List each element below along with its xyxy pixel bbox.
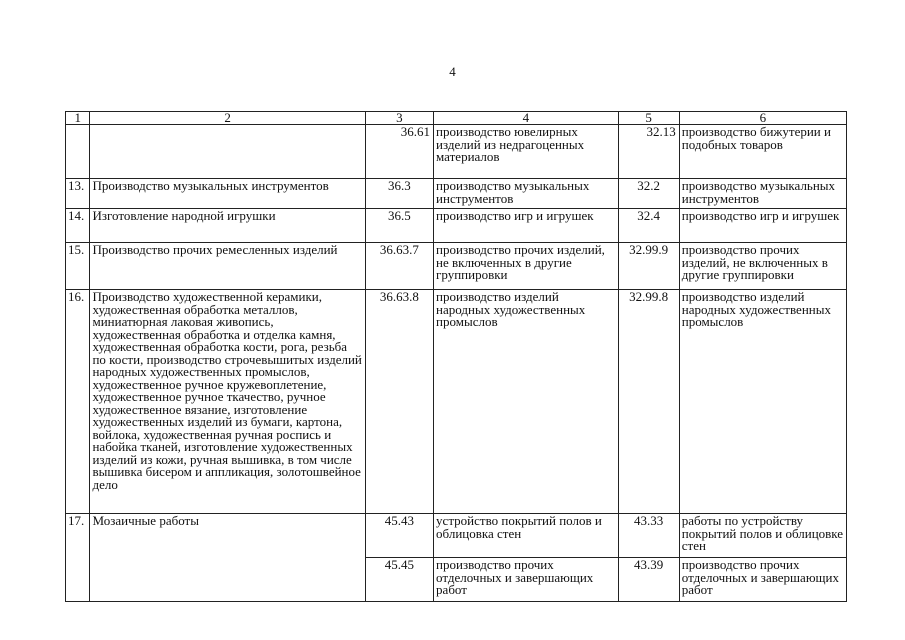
new-description: производство прочих изделий, не включенных в другие группировки — [679, 243, 846, 290]
new-code: 43.33 — [618, 514, 679, 558]
old-code: 36.63.7 — [365, 243, 433, 290]
table-header-row — [66, 112, 847, 125]
table-row — [66, 125, 847, 179]
activity-name: Производство прочих ремесленных изделий — [90, 243, 365, 290]
old-code: 36.61 — [365, 125, 433, 179]
activity-name: Изготовление народной игрушки — [90, 209, 365, 243]
new-description: производство игр и игрушек — [679, 209, 846, 243]
old-description: производство прочих отделочных и завершающих работ — [434, 558, 619, 602]
row-number — [66, 125, 90, 179]
activity-name: Мозаичные работы — [90, 514, 365, 602]
table-row — [66, 209, 847, 243]
column-header: 1 — [66, 112, 90, 125]
column-header: 5 — [618, 112, 679, 125]
new-code: 32.4 — [618, 209, 679, 243]
column-header: 6 — [679, 112, 846, 125]
column-header: 3 — [365, 112, 433, 125]
old-description: производство изделий народных художественных промыслов — [434, 290, 619, 514]
activity-name: Производство музыкальных инструментов — [90, 179, 365, 209]
new-code: 32.13 — [618, 125, 679, 179]
old-description: производство ювелирных изделий из недрагоценных материалов — [434, 125, 619, 179]
new-description: работы по устройству покрытий полов и облицовке стен — [679, 514, 846, 558]
row-number: 17. — [66, 514, 90, 602]
table-row — [66, 179, 847, 209]
new-code: 32.99.8 — [618, 290, 679, 514]
old-code: 45.45 — [365, 558, 433, 602]
row-number: 16. — [66, 290, 90, 514]
new-description: производство музыкальных инструментов — [679, 179, 846, 209]
new-description: производство изделий народных художественных промыслов — [679, 290, 846, 514]
row-number: 14. — [66, 209, 90, 243]
table-row — [66, 514, 847, 558]
old-code: 36.5 — [365, 209, 433, 243]
new-code: 32.2 — [618, 179, 679, 209]
new-description: производство бижутерии и подобных товаров — [679, 125, 846, 179]
old-description: производство игр и игрушек — [434, 209, 619, 243]
new-code: 43.39 — [618, 558, 679, 602]
activity-name: Производство художественной керамики, художественная обработка металлов, миниатюрная лаковая живопись, художественная обработка и отделка камня, художественная обработка кости, рога, резьба по кости, производство строчевышитых изделий народных художественных промыслов, художественное ручное кружевоплетение, художественное ручное ткачество, ручное художественное вязание, изготовление художественных изделий из бумаги, картона, войлока, художественная ручная роспись и набойка тканей, изготовление художественных изделий из кожи, ручная вышивка, в том числе вышивка бисером и аппликация, золотошвейное дело — [90, 290, 365, 514]
new-code: 32.99.9 — [618, 243, 679, 290]
table-row — [66, 290, 847, 514]
page-number: 4 — [449, 64, 456, 79]
old-description: производство музыкальных инструментов — [434, 179, 619, 209]
column-header: 4 — [434, 112, 619, 125]
old-code: 45.43 — [365, 514, 433, 558]
new-description: производство прочих отделочных и завершающих работ — [679, 558, 846, 602]
table-row — [66, 243, 847, 290]
old-code: 36.63.8 — [365, 290, 433, 514]
old-description: устройство покрытий полов и облицовка стен — [434, 514, 619, 558]
activity-name — [90, 125, 365, 179]
activity-codes-table — [65, 111, 847, 602]
row-number: 13. — [66, 179, 90, 209]
old-code: 36.3 — [365, 179, 433, 209]
row-number: 15. — [66, 243, 90, 290]
column-header: 2 — [90, 112, 365, 125]
old-description: производство прочих изделий, не включенных в другие группировки — [434, 243, 619, 290]
